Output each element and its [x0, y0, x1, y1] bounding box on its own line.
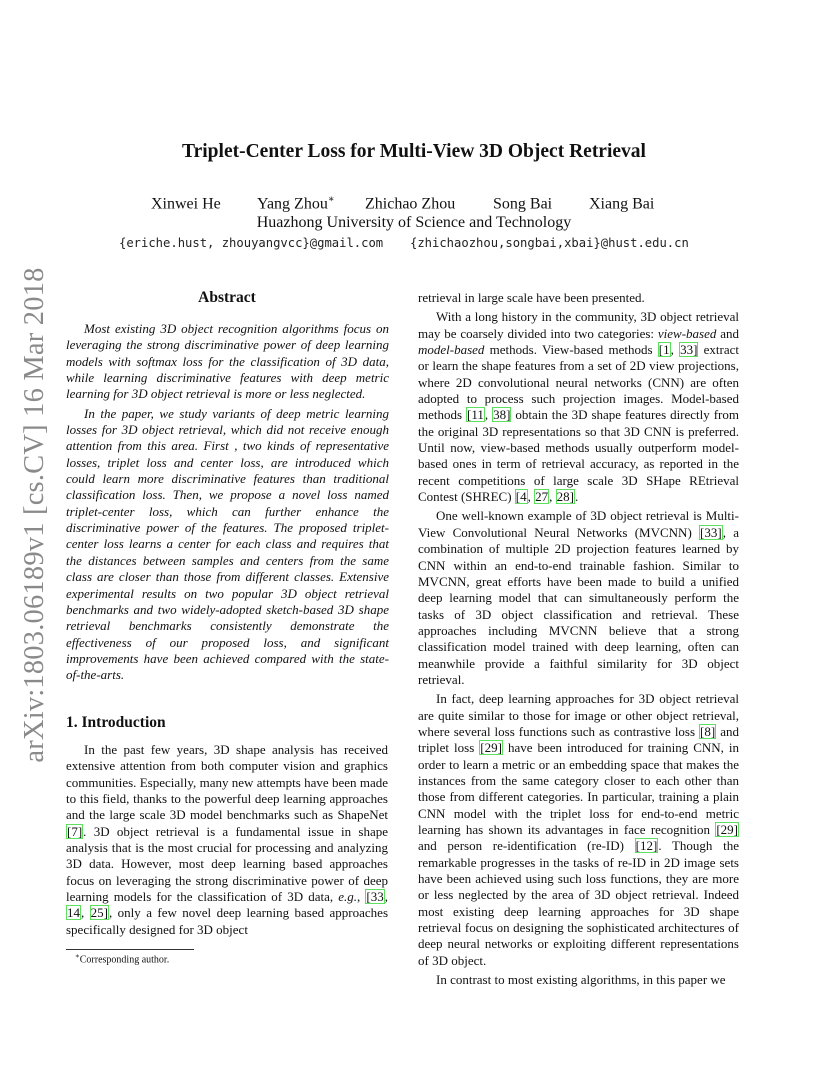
citation-link[interactable]: [29]: [716, 822, 738, 837]
email-left: {eriche.hust, zhouyangvcc}@gmail.com: [119, 236, 384, 250]
affiliation: Huazhong University of Science and Technology: [256, 214, 572, 231]
citation-link[interactable]: [29]: [480, 740, 502, 756]
author-name: Yang Zhou∗: [257, 194, 335, 213]
paper-title: Triplet-Center Loss for Multi-View 3D Object Retrieval: [182, 141, 646, 162]
citation-link[interactable]: [8]: [700, 723, 716, 739]
citation-link[interactable]: [11: [467, 407, 484, 423]
citation-link[interactable]: 38]: [493, 407, 511, 423]
citation-link[interactable]: [7]: [67, 823, 83, 839]
email-right: {zhichaozhou,songbai,xbai}@hust.edu.cn: [410, 236, 689, 250]
right-column: [418, 290, 739, 991]
author-name: Xinwei He: [151, 195, 221, 213]
body-paragraph: One well-known example of 3D object retrieval is Multi-View Convolutional Neural Networks (MVCNN) [33], a combination of multiple 2D projection features learned by CNN within an end-to-end trainable fashion. Similar to MVCNN, great efforts have been made to build a unified deep learning model that can simultaneously perform the tasks of 3D object classification and retrieval. These approaches including MVCNN believe that a strong classification model trained with deep learning, often can meanwhile provide a faithful similarity for 3D object retrieval.: [418, 508, 739, 687]
abstract-heading: Abstract: [198, 289, 256, 306]
citation-link[interactable]: [4: [515, 489, 527, 505]
footnote: ∗Corresponding author.: [75, 952, 170, 966]
body-paragraph: With a long history in the community, 3D object retrieval may be coarsely divided into two categories: view-based and model-based methods. View-based methods [1, 33] extract or learn the shape features from a set of 2D view projections, where 2D convolutional neural networks (CNN) are often adopted to process such projection images. Model-based methods [11, 38] obtain the 3D shape features directly from the original 3D representations so that 3D CNN is preferred. Until now, view-based methods usually outperform model-based ones in term of retrieval accuracy, as reported in the recent competitions of large scale 3D SHape REtrieval Contest (SHREC) [4, 27, 28].: [418, 309, 739, 505]
footnote-rule: [66, 949, 194, 950]
author-mark: ∗: [327, 194, 335, 205]
abstract-body: [66, 321, 389, 687]
citation-link[interactable]: [33]: [700, 524, 722, 540]
intro-body: [66, 742, 388, 941]
author-name: Xiang Bai: [589, 195, 655, 213]
arxiv-id: arXiv:1803.06189v1 [cs.CV] 16 Mar 2018: [19, 267, 50, 763]
citation-link[interactable]: [12]: [635, 838, 658, 854]
author-name: Zhichao Zhou: [365, 195, 456, 213]
citation-link[interactable]: 14: [67, 905, 80, 921]
body-paragraph: In contrast to most existing algorithms, in this paper we: [436, 972, 726, 988]
author-name: Song Bai: [493, 195, 553, 213]
citation-link[interactable]: [33: [366, 889, 384, 905]
body-paragraph: In the past few years, 3D shape analysis has received extensive attention from both computer vision and graphics communities. Especially, many new attempts have been made to this field, thanks to the powerful deep learning approaches and the large scale 3D model benchmarks such as ShapeNet [7]. 3D object retrieval is a fundamental issue in shape analysis that is the most crucial for processing and analyzing 3D data. However, most deep learning based approaches focus on leveraging the strong discriminative power of deep learning models for the classification of 3D data, e.g., [33, 14, 25], only a few novel deep learning based approaches specifically designed for 3D object: [66, 742, 389, 937]
body-paragraph: retrieval in large scale have been presented.: [418, 290, 645, 305]
citation-link[interactable]: 33]: [680, 342, 698, 358]
citation-link[interactable]: 28]: [556, 489, 574, 505]
arxiv-sidebar-stamp: [16, 267, 54, 763]
body-paragraph: In fact, deep learning approaches for 3D object retrieval are quite similar to those for image or other object retrieval, where several loss functions such as contrastive loss [8] and triplet loss [29] have been introduced for training CNN, in order to learn a metric or an embedding space that makes the instances from the same category closer to each other than those from different categories. In particular, training a plain CNN model with the triplet loss for end-to-end metric learning has shown its advantages in face recognition [29] and person re-identification (re-ID) [12]. Though the remarkable progresses in the tasks of re-ID in 2D image sets have been achieved using such loss functions, they are more or less neglected by the area of 3D object retrieval. Indeed most existing deep learning approaches for 3D shape retrieval focus on designing the sophisticated architectures of deep neural networks or exploiting different representations of 3D object.: [418, 691, 740, 968]
citation-link[interactable]: [1: [658, 342, 670, 358]
citation-link[interactable]: 27: [535, 489, 549, 505]
abstract-paragraph: Most existing 3D object recognition algorithms focus on leveraging the strong discriminative power of deep learning models with softmax loss for the classification of 3D data, while learning discriminative features with deep metric learning for 3D object retrieval is more or less neglected.: [66, 321, 389, 402]
section-heading: 1. Introduction: [66, 714, 166, 731]
citation-link[interactable]: 25]: [90, 905, 109, 921]
abstract-paragraph: In the paper, we study variants of deep metric learning losses for 3D object retrieval, which did not receive enough attention from this area. First , two kinds of representative losses, triplet loss and center loss, are introduced which could learn more discriminative features than traditional classification loss. Then, we propose a novel loss named triplet-center loss, which can further enhance the discriminative power of the features. The proposed triplet-center loss learns a center for each class and requires that the distances between samples and centers from the same class are closer than those from different classes. Extensive experimental results on two popular 3D object retrieval benchmarks and two widely-adopted sketch-based 3D shape retrieval benchmarks consistently demonstrate the effectiveness of our proposed loss, and significant improvements have been achieved compared with the state-of-the-arts.: [66, 405, 389, 683]
